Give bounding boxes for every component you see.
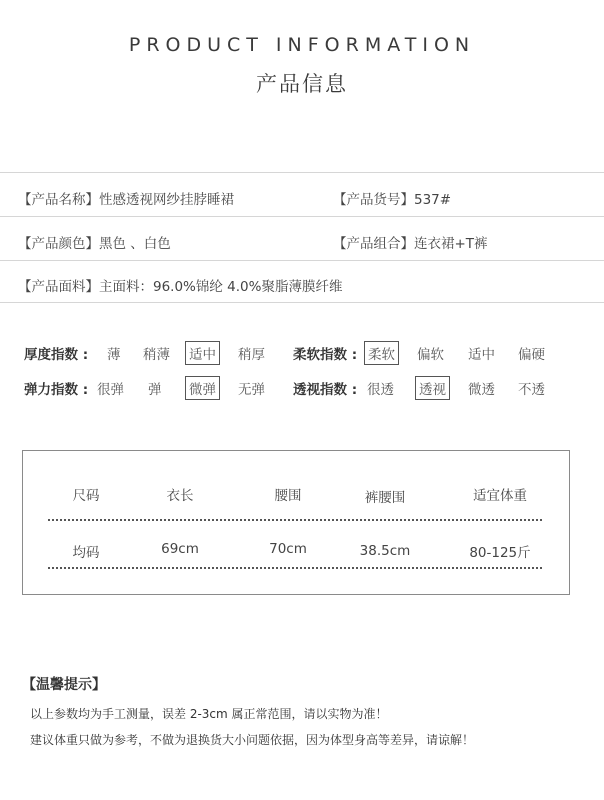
size-header-weight: 适宜体重: [473, 488, 527, 504]
thickness-option-thin: 薄: [107, 347, 121, 363]
elasticity-option-stretchy: 弹: [148, 382, 162, 398]
product-fabric-row: [18, 275, 342, 295]
info-top-divider: [0, 172, 604, 173]
size-cell-weight: 80-125斤: [469, 545, 531, 561]
product-name-row: [18, 188, 234, 208]
title-english: PRODUCT INFORMATION: [128, 34, 476, 56]
info-divider-2: [0, 260, 604, 261]
size-table-divider-1: [48, 519, 542, 521]
transparency-index-label: 透视指数 :: [293, 382, 358, 398]
elasticity-index-label: 弹力指数 :: [24, 382, 89, 398]
product-combo-label: 【产品组合】: [333, 236, 414, 252]
info-bottom-divider: [0, 302, 604, 303]
thickness-option-slightly-thick: 稍厚: [238, 347, 265, 363]
size-table-divider-2: [48, 567, 542, 569]
thickness-option-slightly-thin: 稍薄: [143, 347, 170, 363]
product-color-label: 【产品颜色】: [18, 236, 99, 252]
transparency-option-sheer-selected: 透视: [415, 376, 450, 400]
tips-title: 【温馨提示】: [22, 677, 106, 693]
product-fabric-label: 【产品面料】: [18, 279, 99, 295]
product-color-row: [18, 232, 171, 252]
product-combo-row: [333, 232, 488, 252]
size-header-size: 尺码: [72, 488, 100, 504]
size-cell-pants-waist: 38.5cm: [359, 543, 411, 559]
product-name-label: 【产品名称】: [18, 192, 99, 208]
elasticity-option-none: 无弹: [238, 382, 265, 398]
title-chinese: 产品信息: [256, 72, 348, 96]
product-sku-label: 【产品货号】: [333, 192, 414, 208]
size-header-waist: 腰围: [274, 488, 302, 504]
size-header-length: 衣长: [166, 488, 194, 504]
product-sku-row: [333, 188, 451, 208]
product-fabric-value: 主面料：96.0%锦纶 4.0%聚脂薄膜纤维: [99, 279, 343, 295]
info-divider-1: [0, 216, 604, 217]
size-header-pants-waist: 裤腰围: [364, 490, 406, 506]
size-cell-size: 均码: [72, 545, 100, 561]
size-table: [22, 450, 570, 595]
elasticity-option-slight-selected: 微弹: [185, 376, 220, 400]
product-name-value: 性感透视网纱挂脖睡裙: [99, 192, 234, 208]
product-combo-value: 连衣裙+T裤: [414, 236, 488, 252]
softness-index-label: 柔软指数 :: [293, 347, 358, 363]
size-cell-length: 69cm: [161, 541, 199, 557]
softness-option-fairly-soft: 偏软: [417, 347, 444, 363]
transparency-option-slightly-sheer: 微透: [468, 382, 495, 398]
thickness-index-label: 厚度指数 :: [24, 347, 89, 363]
transparency-option-very-sheer: 很透: [367, 382, 394, 398]
elasticity-option-very-stretchy: 很弹: [97, 382, 124, 398]
product-sku-value: 537#: [414, 192, 452, 208]
tips-line-1: 以上参数均为手工测量，误差 2-3cm 属正常范围，请以实物为准！: [30, 707, 388, 721]
transparency-option-opaque: 不透: [518, 382, 545, 398]
tips-line-2: 建议体重只做为参考，不做为退换货大小问题依据，因为体型身高等差异，请谅解！: [30, 733, 475, 747]
thickness-option-medium-selected: 适中: [185, 341, 220, 365]
product-color-value: 黑色 、白色: [99, 236, 171, 252]
softness-option-medium: 适中: [468, 347, 495, 363]
softness-option-fairly-hard: 偏硬: [518, 347, 545, 363]
size-cell-waist: 70cm: [269, 541, 307, 557]
softness-option-soft-selected: 柔软: [364, 341, 399, 365]
